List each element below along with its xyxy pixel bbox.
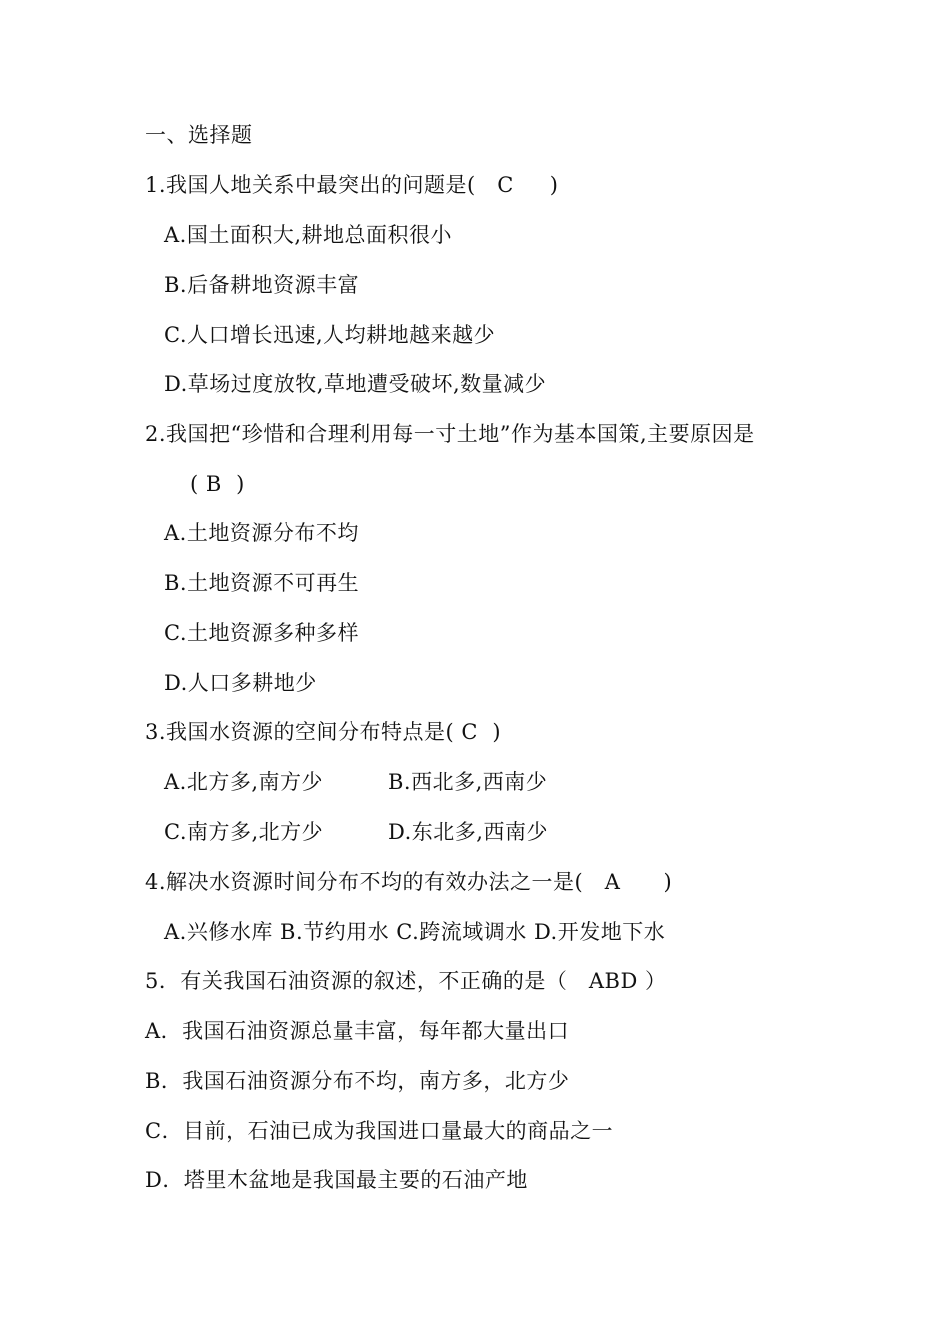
question-2-option-c: C.土地资源多种多样 [164,621,359,645]
question-1-stem: 1.我国人地关系中最突出的问题是( C ) [145,173,559,197]
question-5-option-b: B．我国石油资源分布不均，南方多，北方少 [145,1069,570,1093]
question-5-option-a: A．我国石油资源总量丰富，每年都大量出口 [145,1019,570,1043]
question-3-option-c: C.南方多,北方少 [164,820,324,844]
question-2-option-b: B.土地资源不可再生 [164,571,360,595]
question-2-answer: ( B ) [190,472,245,496]
question-3-option-d: D.东北多,西南少 [388,820,548,844]
question-5-stem: 5．有关我国石油资源的叙述，不正确的是（ ABD ） [145,969,667,993]
question-4-options: A.兴修水库 B.节约用水 C.跨流域调水 D.开发地下水 [164,920,666,944]
question-2-option-a: A.土地资源分布不均 [164,521,359,545]
section-title: 一、选择题 [145,123,253,147]
question-3-option-b: B.西北多,西南少 [388,770,548,794]
question-3-stem: 3.我国水资源的空间分布特点是( C ) [145,720,502,744]
question-5-option-d: D．塔里木盆地是我国最主要的石油产地 [145,1168,528,1192]
question-5-option-c: C．目前，石油已成为我国进口量最大的商品之一 [145,1119,614,1143]
question-1-option-a: A.国土面积大,耕地总面积很小 [164,223,453,247]
question-2-option-d: D.人口多耕地少 [164,671,317,695]
question-4-stem: 4.解决水资源时间分布不均的有效办法之一是( A ) [145,870,673,894]
question-1-option-d: D.草场过度放牧,草地遭受破坏,数量减少 [164,372,547,396]
question-2-stem: 2.我国把“珍惜和合理利用每一寸土地”作为基本国策,主要原因是 [145,422,755,446]
question-1-option-c: C.人口增长迅速,人均耕地越来越少 [164,323,496,347]
question-3-option-a: A.北方多,南方少 [164,770,324,794]
question-1-option-b: B.后备耕地资源丰富 [164,273,360,297]
